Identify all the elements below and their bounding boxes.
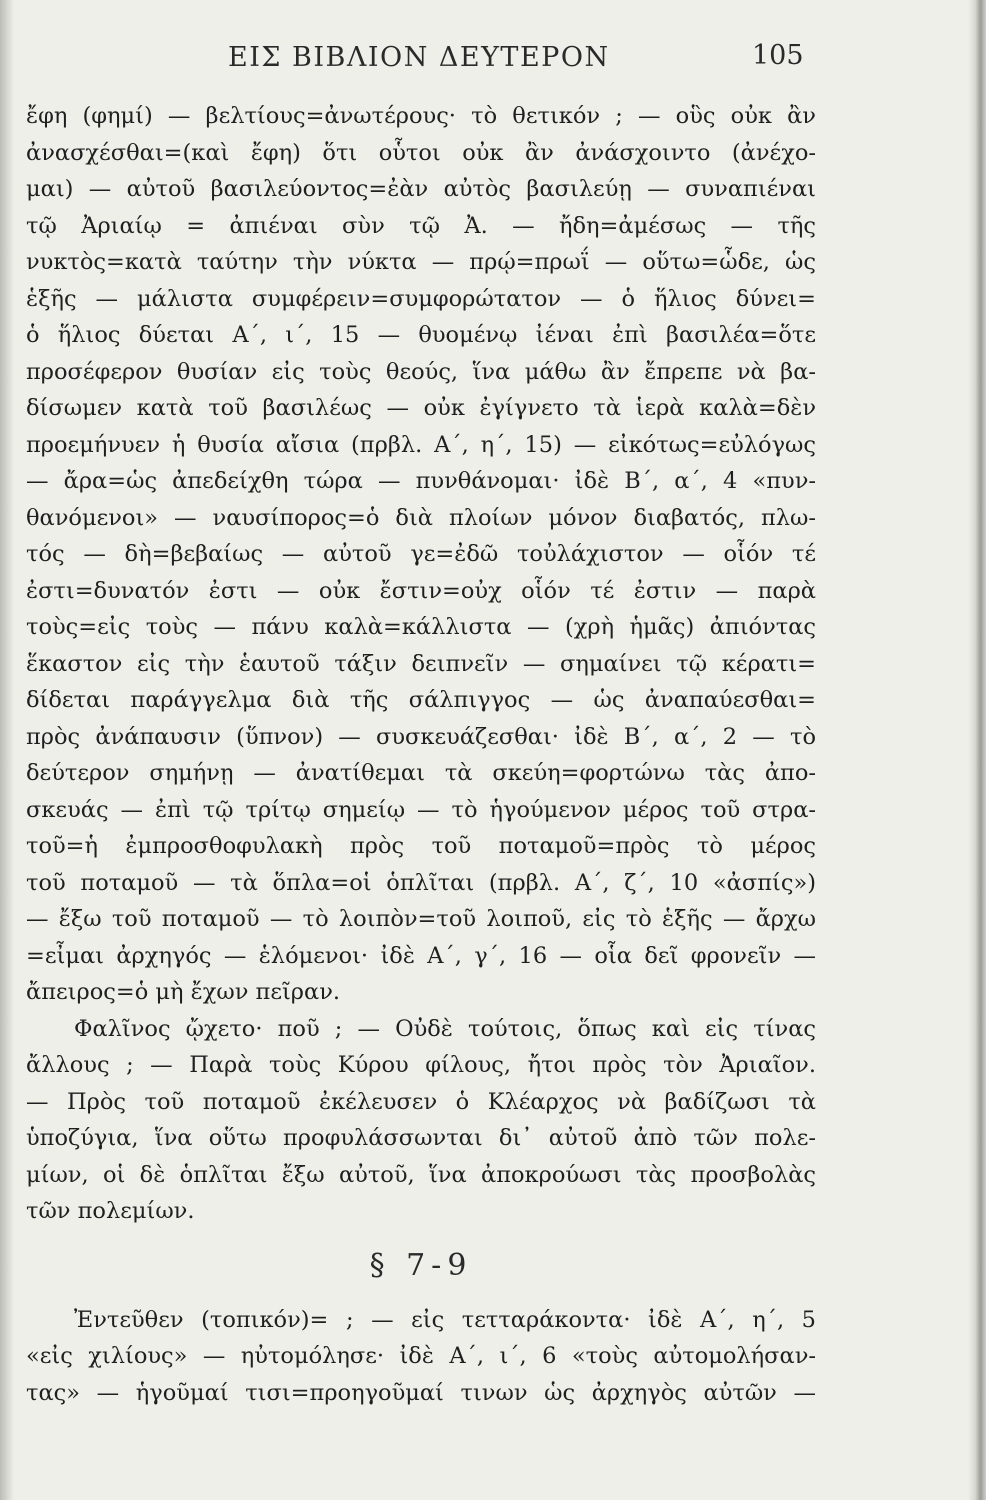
text-line: τοῦ=ἡ ἐμπροσθοφυλακὴ πρὸς τοῦ ποταμοῦ=πρὸς τὸ μέρος (26, 833, 816, 859)
running-header (0, 38, 986, 88)
running-header-title: ΕΙΣ ΒΙΒΛΙΟΝ ΔΕΥΤΕΡΟΝ (228, 42, 610, 73)
paragraph-1 (26, 98, 816, 1011)
text-line: μαι) — αὐτοῦ βασιλεύοντος=ἐὰν αὐτὸς βασιλεύῃ — συναπιέναι (26, 176, 816, 202)
text-line: ἄπειρος=ὁ μὴ ἔχων πεῖραν. (26, 979, 341, 1005)
text-line: δίσωμεν κατὰ τοῦ βασιλέως — οὐκ ἐγίγνετο τὰ ἱερὰ καλὰ=δὲν (26, 395, 816, 421)
text-line: τῶν πολεμίων. (26, 1198, 195, 1224)
text-line: νυκτὸς=κατὰ ταύτην τὴν νύκτα — πρῴ=πρωΐ — οὕτω=ὧδε, ὡς (26, 249, 816, 275)
text-line: σκευάς — ἐπὶ τῷ τρίτῳ σημείῳ — τὸ ἡγούμενον μέρος τοῦ στρα- (26, 796, 816, 823)
text-line: Φαλῖνος ᾤχετο· ποῦ ; — Οὐδὲ τούτοις, ὅπως καὶ εἰς τίνας (74, 1015, 816, 1042)
text-line: τοῦ ποταμοῦ — τὰ ὅπλα=οἱ ὁπλῖται (πρβλ. Α΄, ζ΄, 10 «ἀσπίς») (26, 869, 816, 896)
text-line: τῷ Ἀριαίῳ = ἀπιέναι σὺν τῷ Ἀ. — ἤδη=ἀμέσως — τῆς (26, 212, 816, 239)
text-line: μίων, οἱ δὲ ὁπλῖται ἔξω αὐτοῦ, ἵνα ἀποκρούωσι τὰς προσβολὰς (26, 1161, 816, 1188)
text-line: δεύτερον σημήνῃ — ἀνατίθεμαι τὰ σκεύη=φορτώνω τὰς ἀπο- (26, 760, 816, 786)
text-line: τοὺς=εἰς τοὺς — πάνυ καλὰ=κάλλιστα — (χρὴ ἡμᾶς) ἀπιόντας (26, 614, 816, 640)
text-line: ἀνασχέσθαι=(καὶ ἔφη) ὅτι οὗτοι οὐκ ἂν ἀνάσχοιντο (ἀνέχο- (26, 139, 816, 166)
page-gutter-shadow (0, 0, 14, 1500)
text-line: δίδεται παράγγελμα διὰ τῆς σάλπιγγος — ὡς ἀναπαύεσθαι= (26, 687, 816, 713)
text-line: — Πρὸς τοῦ ποταμοῦ ἐκέλευσεν ὁ Κλέαρχος νὰ βαδίζωσι τὰ (26, 1088, 816, 1115)
text-line: ἄλλους ; — Παρὰ τοὺς Κύρου φίλους, ἤτοι πρὸς τὸν Ἀριαῖον. (26, 1052, 816, 1078)
text-line: προεμήνυεν ἡ θυσία αἴσια (πρβλ. Α΄, η΄, 15) — εἰκότως=εὐλόγως (26, 431, 816, 458)
text-line: — ἄρα=ὡς ἀπεδείχθη τώρα — πυνθάνομαι· ἰδὲ Β΄, α΄, 4 «πυν- (26, 468, 816, 494)
text-line: τός — δὴ=βεβαίως — αὐτοῦ γε=ἐδῶ τοὐλάχιστον — οἷόν τέ (26, 541, 816, 567)
paragraph-3 (26, 1302, 816, 1412)
text-line: Ἐντεῦθεν (τοπικόν)= ; — εἰς τετταράκοντα· ἰδὲ Α΄, η΄, 5 (74, 1306, 816, 1333)
paragraph-2 (26, 1011, 816, 1230)
text-line: ἐστι=δυνατόν ἐστι — οὐκ ἔστιν=οὐχ οἷόν τέ ἐστιν — παρὰ (26, 577, 816, 604)
text-line: ὑποζύγια, ἵνα οὕτω προφυλάσσωνται δι᾽ αὐτοῦ ἀπὸ τῶν πολε- (26, 1125, 816, 1151)
page-body (26, 98, 816, 1411)
page-number: 105 (752, 40, 804, 71)
text-line: ἔφη (φημί) — βελτίους=ἀνωτέρους· τὸ θετικόν ; — οὓς οὐκ ἂν (26, 103, 816, 129)
text-line: ὁ ἥλιος δύεται Α΄, ι΄, 15 — θυομένῳ ἰέναι ἐπὶ βασιλέα=ὅτε (26, 322, 816, 348)
text-line: ἕκαστον εἰς τὴν ἑαυτοῦ τάξιν δειπνεῖν — σημαίνει τῷ κέρατι= (26, 650, 816, 677)
page-right-edge (968, 0, 986, 1500)
section-heading: § 7-9 (369, 1247, 473, 1283)
text-line: θανόμενοι» — ναυσίπορος=ὁ διὰ πλοίων μόνον διαβατός, πλω- (26, 504, 816, 531)
text-line: προσέφερον θυσίαν εἰς τοὺς θεούς, ἵνα μάθω ἂν ἔπρεπε νὰ βα- (26, 358, 816, 385)
text-line: — ἔξω τοῦ ποταμοῦ — τὸ λοιπὸν=τοῦ λοιποῦ, εἰς τὸ ἑξῆς — ἄρχω (26, 906, 816, 932)
text-line: πρὸς ἀνάπαυσιν (ὕπνον) — συσκευάζεσθαι· ἰδὲ Β΄, α΄, 2 — τὸ (26, 723, 816, 750)
text-line: τας» — ἡγοῦμαί τισι=προηγοῦμαί τινων ὡς ἀρχηγὸς αὐτῶν — (26, 1379, 816, 1406)
text-line: «εἰς χιλίους» — ηὐτομόλησε· ἰδὲ Α΄, ι΄, 6 «τοὺς αὐτομολήσαν- (26, 1343, 816, 1369)
text-line: ἑξῆς — μάλιστα συμφέρειν=συμφορώτατον — ὁ ἥλιος δύνει= (26, 285, 816, 312)
text-line: =εἶμαι ἀρχηγός — ἑλόμενοι· ἰδὲ Α΄, γ΄, 16 — οἷα δεῖ φρονεῖν — (26, 942, 816, 969)
